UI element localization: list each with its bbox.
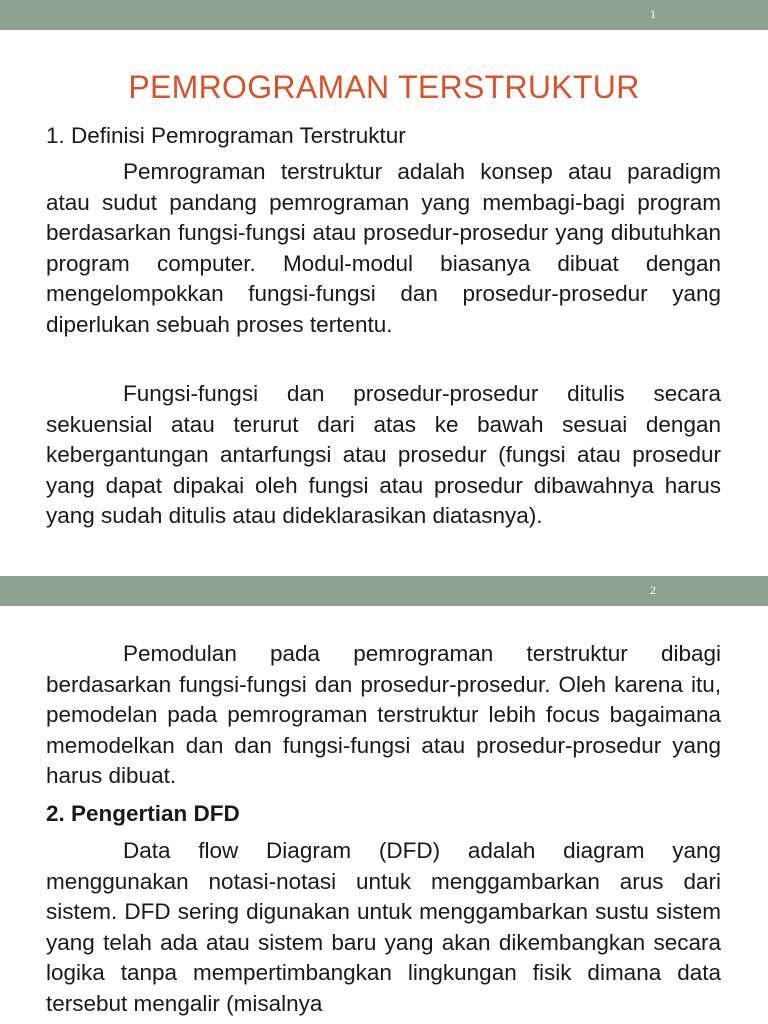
slide-2	[0, 576, 768, 1024]
section-heading: 1. Definisi Pemrograman Terstruktur	[46, 123, 406, 148]
slide-title: PEMROGRAMAN TERSTRUKTUR	[128, 69, 640, 105]
paragraph: Pemodulan pada pemrograman terstruktur dibagi berdasarkan fungsi-fungsi dan prosedur-prosedur. Oleh karena itu, pemodelan pada pemrograman terstruktur lebih focus bagaimana memodelkan dan dan fungsi-fungsi atau prosedur-prosedur yang harus dibuat.	[46, 641, 721, 789]
slide-1-header-bar	[0, 0, 768, 30]
slide-2-header-bar	[0, 576, 768, 606]
paragraph: Data flow Diagram (DFD) adalah diagram yang menggunakan notasi-notasi untuk menggambarkan arus dari sistem. DFD sering digunakan untuk menggambarkan sustu sistem yang telah ada atau sistem baru yang akan dikembangkan secara logika tanpa mempertimbangkan lingkungan fisik dimana data tersebut mengalir (misalnya	[46, 838, 721, 1016]
slide-number: 1	[650, 7, 656, 21]
slide-number: 2	[650, 583, 656, 597]
paragraph: Pemrograman terstruktur adalah konsep atau paradigm atau sudut pandang pemrograman yang membagi-bagi program berdasarkan fungsi-fungsi atau prosedur-prosedur yang dibutuhkan program computer. Modul-modul biasanya dibuat dengan mengelompokkan fungsi-fungsi dan prosedur-prosedur yang diperlukan sebuah proses tertentu.	[46, 159, 721, 337]
paragraph: Fungsi-fungsi dan prosedur-prosedur ditulis secara sekuensial atau terurut dari atas ke bawah sesuai dengan kebergantungan antarfungsi atau prosedur (fungsi atau prosedur yang dapat dipakai oleh fungsi atau prosedur dibawahnya harus yang sudah ditulis atau dideklarasikan diatasnya).	[46, 381, 721, 529]
section-heading: 2. Pengertian DFD	[46, 801, 240, 826]
